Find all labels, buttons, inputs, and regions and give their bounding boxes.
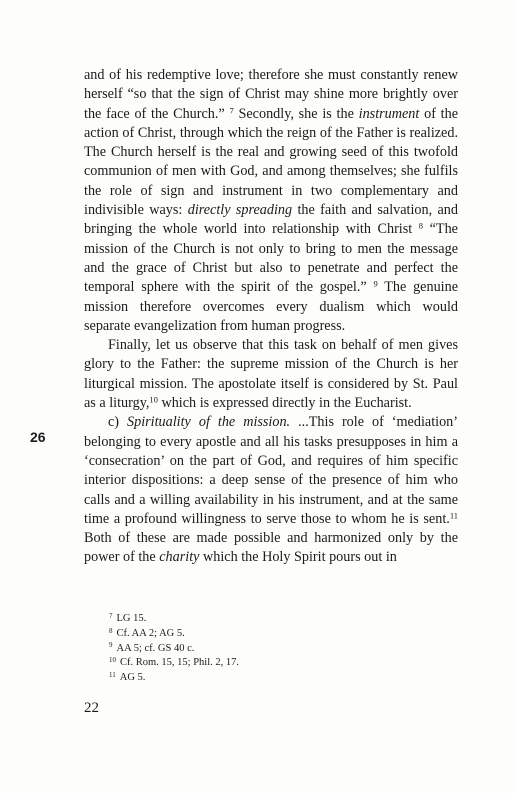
page-number: 22 (84, 700, 99, 716)
text-run: The genuine mission therefore overcomes every dualism which would separate evangelization from human progress. (84, 279, 458, 334)
text-run: which the Holy Spirit pours out in (199, 549, 397, 566)
text-run: ...This role of ‘mediation’ belonging to every apostle and all his tasks presupposes in him a ‘consecration’ on the part of God, and requires of him specific interior dispositions: a deep sense of the presence of him who calls and a willing availability in his instrument, and at the same time a profound willingness to serve those to whom he is sent. (84, 414, 458, 527)
footnotes (109, 612, 239, 686)
footnote-text: Cf. AA 2; AG 5. (116, 627, 185, 639)
text-run: c) (108, 414, 128, 431)
margin-section-number: 26 (30, 429, 46, 445)
text-run: Secondly, she is the (233, 105, 359, 122)
footnote-ref: 7 (229, 104, 234, 115)
footnote-number: 7 (109, 611, 113, 620)
text-run: which is expressed directly in the Eucharist. (157, 395, 412, 412)
footnote-text: Cf. Rom. 15, 15; Phil. 2, 17. (120, 657, 240, 669)
body-text (84, 66, 458, 568)
paragraph-liturgical-mission (84, 336, 458, 413)
footnote-text: LG 15. (116, 613, 147, 624)
text-run: of the action of Christ, through which the reign of the Father is realized. The Church herself is the real and growing seed of this twofold communion of men with God, and among themselves; she fulfils the role of sign and instrument in two complementary and indivisible ways: (84, 105, 458, 219)
text-run: Finally, let us observe that this task on behalf of men gives glory to the Father: the supreme mission of the Church is her liturgical mission. The apostolate itself is considered by St. Paul as a liturgy, (84, 337, 458, 412)
footnote-ref: 11 (449, 510, 458, 521)
footnote (109, 642, 239, 657)
text-run: “The mission of the Church is not only to bring to men the message and the grace of Christ but also to penetrate and perfect the temporal sphere with the spirit of the gospel.” (84, 221, 458, 296)
text-run: and of his redemptive love; therefore she must constantly renew herself “so that the sign of Christ may shine more brightly over the face of the Church.” (84, 67, 458, 122)
footnote-number: 10 (109, 656, 116, 665)
footnote (109, 656, 239, 671)
text-run: the faith and salvation, and bringing the whole world into relationship with Christ (84, 202, 458, 238)
footnote (109, 671, 239, 686)
footnote-ref: 8 (418, 220, 424, 231)
emphasis: charity (159, 549, 200, 566)
footnote (109, 627, 239, 642)
emphasis: instrument (358, 105, 420, 122)
footnote-ref: 9 (373, 278, 378, 289)
paragraph-spirituality (84, 413, 458, 567)
text-run: Both of these are made possible and harmonized only by the power of the (84, 530, 458, 566)
footnote-ref: 10 (149, 394, 158, 405)
footnote-number: 11 (109, 671, 116, 680)
footnote (109, 612, 239, 627)
footnote-number: 8 (109, 626, 113, 635)
footnote-text: AG 5. (119, 672, 146, 684)
emphasis: directly spreading (187, 202, 293, 219)
footnote-number: 9 (109, 641, 113, 650)
footnote-text: AA 5; cf. GS 40 c. (116, 642, 195, 654)
paragraph-mission-sign (84, 66, 458, 336)
emphasis: Spirituality of the mission. (127, 414, 291, 431)
